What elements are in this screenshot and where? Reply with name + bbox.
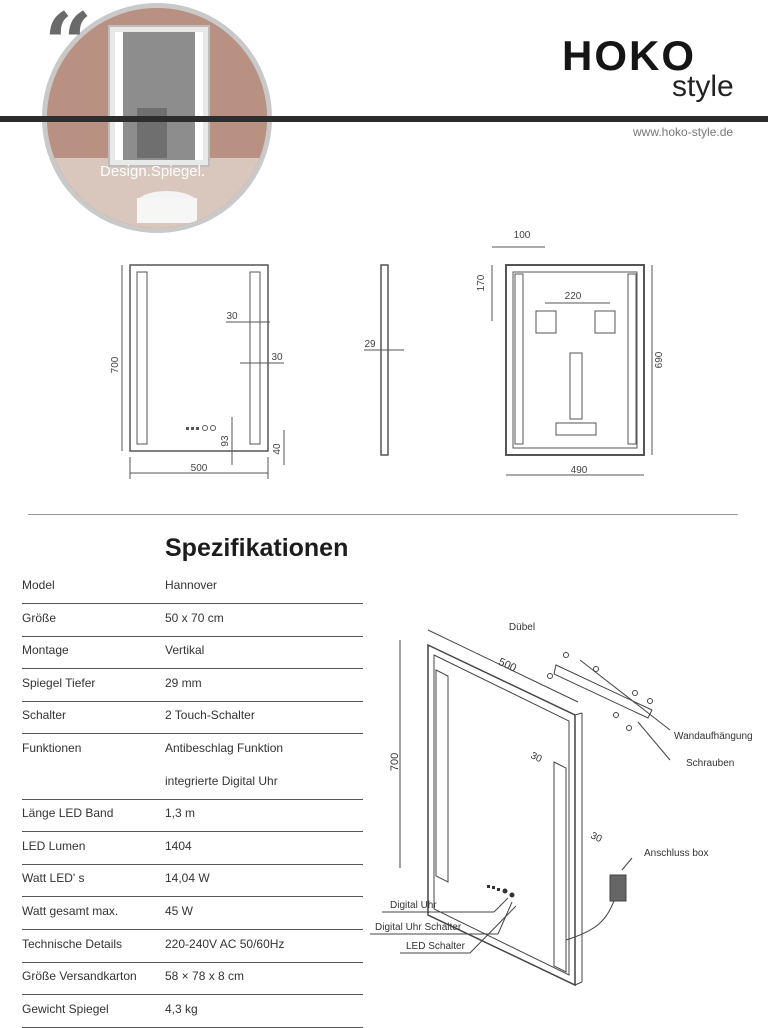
front-strip-offset: 30 [226,311,238,322]
spec-row [22,766,363,800]
spec-row [22,668,363,702]
front-height: 700 [110,356,121,374]
iso-strip-offset: 30 [528,750,544,766]
spec-key: Länge LED Band [22,806,114,821]
spec-row [22,603,363,637]
spec-row [22,733,363,766]
spec-value: 45 W [165,904,194,918]
spec-key: Größe Versandkarton [22,969,137,984]
back-bracket-gap: 220 [564,291,582,302]
spec-row [22,863,363,897]
spec-value: 4,3 kg [165,1001,198,1016]
label-clock-switch: Digital Uhr Schalter [375,922,462,933]
label-clock: Digital Uhr [390,900,437,911]
spec-key: Größe [22,610,57,625]
spec-value: Hannover [165,578,218,592]
spec-key: Watt gesamt max. [22,904,119,918]
label-screws: Schrauben [686,758,735,769]
spec-key: Gewicht Spiegel [22,1001,109,1016]
spec-key: Schalter [22,708,67,723]
spec-value: 50 x 70 cm [165,610,224,625]
iso-junction-box [566,858,632,940]
iso-height: 700 [389,752,401,772]
iso-width: 500 [496,655,519,675]
spec-value: Antibeschlag Funktion [165,741,284,755]
iso-drawing [370,610,768,1024]
spec-row [22,570,363,604]
spec-key: Spiegel Tiefer [22,675,96,690]
back-width: 490 [570,465,588,476]
spec-value: 1404 [165,838,192,853]
front-strip-width: 30 [271,352,283,363]
brand-logo-sub: style [672,70,734,103]
spec-value: 14,04 W [165,871,210,886]
section-divider [28,514,738,515]
front-view [122,265,284,479]
front-bottom-gap: 40 [272,443,283,455]
label-dubel: Dübel [508,622,536,633]
back-view [492,247,652,475]
spec-row [22,929,363,963]
side-view [364,265,404,455]
back-height: 690 [654,351,665,369]
circle-label: Design.Spiegel. [100,163,206,180]
iso-strip-width: 30 [588,830,604,846]
spec-row [22,961,363,995]
spec-key: Model [22,578,55,592]
spec-row [22,635,363,669]
spec-value: 2 Touch-Schalter [165,708,255,723]
spec-value: 29 mm [165,675,202,690]
label-junction: Anschluss box [644,848,709,859]
side-depth: 29 [364,339,376,350]
spec-row [22,896,363,930]
technical-drawing [0,225,768,495]
label-wall-mount: Wandaufhängung [674,731,753,742]
spec-value: 220-240V AC 50/60Hz [165,936,285,951]
spec-key: Funktionen [22,741,82,755]
spec-value: integrierte Digital Uhr [165,773,278,788]
iso-bracket [548,653,671,761]
back-bracket-drop: 170 [476,274,487,292]
spec-title: Spezifikationen [165,534,349,562]
spec-key: Watt LED' s [22,871,85,886]
front-clock-offset: 93 [220,435,231,447]
quote-mark: “ [44,0,93,93]
back-top-offset: 100 [513,230,531,241]
spec-key: Montage [22,643,69,658]
spec-value: Vertikal [165,643,205,658]
spec-row [22,700,363,734]
brand-logo: HOKO [562,32,696,79]
label-led-switch: LED Schalter [406,941,465,952]
front-width: 500 [190,463,208,474]
website-link[interactable]: www.hoko-style.de [633,125,734,139]
spec-value: 1,3 m [165,806,196,821]
spec-key: LED Lumen [22,838,86,853]
spec-row [22,994,363,1028]
spec-row [22,798,363,832]
header-rule [0,116,768,122]
spec-value: 58 × 78 x 8 cm [165,969,245,984]
spec-key: Technische Details [22,936,123,951]
spec-row [22,831,363,865]
